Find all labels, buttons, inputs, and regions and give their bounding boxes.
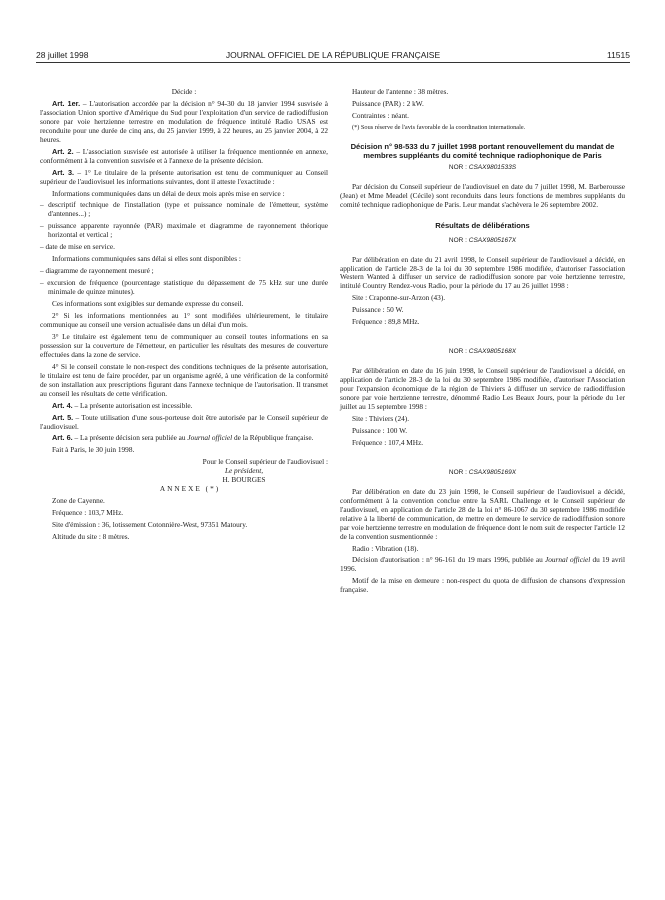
article-4 bbox=[40, 402, 328, 411]
annex-altitude: Altitude du site : 8 mètres. bbox=[52, 532, 130, 542]
nor-code: CSAX9805169X bbox=[468, 468, 517, 476]
authorization-text-end: du 19 avril 1996. bbox=[340, 555, 625, 574]
annex-site: Site d'émission : 36, lotissement Cotonnière-West, 97351 Matoury. bbox=[52, 520, 248, 530]
article-6-journal: Journal officiel bbox=[187, 433, 233, 443]
article-6-label: Art. 6. bbox=[52, 433, 73, 443]
article-1 bbox=[40, 100, 328, 145]
list-item: – excursion de fréquence (pourcentage statistique du dépassement de 75 kHz sur une durée minimale de quinze minutes). bbox=[40, 278, 328, 297]
article-2-text: – L'association susvisée est autorisée à utiliser la fréquence mentionnée en annexe, conformément à la convention susvisée et à l'annexe de la présente décision. bbox=[40, 146, 328, 165]
info-two-months: Informations communiquées dans un délai de deux mois après mise en service : bbox=[52, 188, 285, 198]
annex-constraints: Contraintes : néant. bbox=[352, 110, 409, 120]
header-journal-title: JOURNAL OFFICIEL DE LA RÉPUBLIQUE FRANÇAISE bbox=[225, 50, 441, 60]
left-column bbox=[40, 88, 328, 545]
annex-heading: ANNEXE (*) bbox=[159, 484, 221, 494]
deliberation-1: Par délibération en date du 21 avril 1998, le Conseil supérieur de l'audiovisuel a décidé, en application de l'article 28-3 de la loi du 30 septembre 1986 modifiée, d'autoriser l'association Western Wanted à diffuser un service de radiodiffusion sonore par voie hertzienne terrestre, intitulé Country Rendez-vous Radio, pour la période du 17 au 26 juillet 1998 : bbox=[340, 254, 625, 291]
deliberation-3-authorization bbox=[340, 556, 625, 574]
nor-label: NOR : bbox=[448, 468, 467, 476]
header-date: 28 juillet 1998 bbox=[36, 50, 89, 60]
info-on-request: Ces informations sont exigibles sur demande expresse du conseil. bbox=[52, 299, 244, 309]
nor-label: NOR : bbox=[448, 348, 467, 356]
signature-line: Pour le Conseil supérieur de l'audiovisuel : bbox=[202, 457, 328, 467]
article-3 bbox=[40, 169, 328, 187]
article-6 bbox=[40, 434, 328, 443]
list-item: – puissance apparente rayonnée (PAR) maximale et diagramme de rayonnement théorique horizontal et vertical ; bbox=[40, 221, 328, 240]
nor-code: CSAX9805167X bbox=[468, 236, 517, 244]
signature-role: Le président, bbox=[224, 466, 264, 476]
article-6-text-end: de la République française. bbox=[232, 433, 314, 443]
article-6-text: – La présente décision sera publiée au bbox=[72, 433, 188, 443]
annex-power: Puissance (PAR) : 2 kW. bbox=[352, 98, 424, 108]
deliberation-2-site: Site : Thiviers (24). bbox=[352, 413, 410, 423]
annex-zone: Zone de Cayenne. bbox=[52, 496, 105, 506]
list-item: – date de mise en service. bbox=[40, 242, 115, 252]
article-2 bbox=[40, 148, 328, 166]
paragraph-4: 4° Si le conseil constate le non-respect des conditions techniques de la présente autorisation, le titulaire est tenu de faire procéder, par un organisme agréé, à une vérification de la conformité de son installation aux prescriptions figurant dans l'annexe technique de l'autorisation. Il transmet au conseil les résultats de cette vérification. bbox=[40, 361, 328, 398]
decision-title: Décision n° 98-533 du 7 juillet 1998 portant renouvellement du mandat de membres suppléants du comité technique radiophonique de Paris bbox=[350, 141, 615, 160]
nor-label: NOR : bbox=[448, 163, 467, 171]
article-5-text: – Toute utilisation d'une sous-porteuse doit être autorisée par le Conseil supérieur de l'audiovisuel. bbox=[40, 412, 328, 431]
article-1-label: Art. 1er. bbox=[52, 98, 81, 108]
deliberation-1-frequency: Fréquence : 89,8 MHz. bbox=[352, 317, 420, 327]
deliberation-1-power: Puissance : 50 W. bbox=[352, 305, 404, 315]
right-column bbox=[340, 88, 625, 598]
authorization-text: Décision d'autorisation : n° 96-161 du 19 mars 1996, publiée au bbox=[352, 555, 546, 565]
article-5-label: Art. 5. bbox=[52, 412, 74, 422]
signature-block bbox=[40, 458, 328, 485]
list-item: – diagramme de rayonnement mesuré ; bbox=[40, 266, 154, 276]
nor-label: NOR : bbox=[448, 236, 467, 244]
article-1-text: – L'autorisation accordée par la décision n° 94-30 du 18 janvier 1994 susvisée à l'association Union sportive d'Amérique du Sud pour l'exploitation d'un service de radiodiffusion sonore par voie hertzienne terrestre en modulation de fréquence intitulé Radio USAS est reconduite pour une durée de cinq ans, du 25 janvier 1999, à 22 heures, au 25 janvier 2004, à 22 heures. bbox=[40, 98, 328, 144]
deliberation-2-frequency: Fréquence : 107,4 MHz. bbox=[352, 437, 424, 447]
footnote: (*) Sous réserve de l'avis favorable de la coordination internationale. bbox=[352, 123, 526, 131]
nor-reference bbox=[340, 348, 625, 357]
article-3-text: – 1° Le titulaire de la présente autorisation est tenu de communiquer au Conseil supérieur de l'audiovisuel les informations suivantes, dont il atteste l'exactitude : bbox=[40, 167, 329, 186]
list-item: – descriptif technique de l'installation (type et puissance nominale de l'émetteur, système d'antennes...) ; bbox=[40, 200, 328, 219]
decide-heading: Décide : bbox=[171, 87, 197, 96]
deliberation-3-radio: Radio : Vibration (18). bbox=[352, 543, 419, 553]
nor-reference bbox=[340, 469, 625, 478]
place-date: Fait à Paris, le 30 juin 1998. bbox=[52, 445, 135, 455]
deliberation-2-power: Puissance : 100 W. bbox=[352, 425, 408, 435]
nor-code: CSAX9801533S bbox=[468, 163, 517, 171]
header-page-number: 11515 bbox=[606, 50, 630, 60]
deliberation-2: Par délibération en date du 16 juin 1998, le Conseil supérieur de l'audiovisuel a décidé, en application de l'article 28-3 de la loi du 30 septembre 1986 modifiée, d'autoriser l'Association pour l'expansion économique de la région de Thiviers à diffuser un service de radiodiffusion sonore par voie hertzienne terrestre, dénommé Radio Les Beaux Jours, pour la période du 1er juillet au 15 septembre 1998 : bbox=[340, 366, 625, 412]
deliberation-1-site: Site : Craponne-sur-Arzon (43). bbox=[352, 293, 446, 303]
authorization-journal: Journal officiel bbox=[545, 555, 591, 565]
signature-name: H. BOURGES bbox=[222, 475, 266, 485]
decision-text: Par décision du Conseil supérieur de l'audiovisuel en date du 7 juillet 1998, M. Barberousse (Jean) et Mme Meadel (Cécile) sont reconduits dans leurs fonctions de membres suppléants du comité technique radiophonique de Paris. Leur mandat s'achèvera le 26 septembre 2002. bbox=[340, 181, 625, 209]
info-no-delay: Informations communiquées sans délai si elles sont disponibles : bbox=[52, 254, 241, 264]
deliberation-3-motive: Motif de la mise en demeure : non-respect du quota de diffusion de chansons d'expression française. bbox=[340, 576, 625, 595]
deliberation-3: Par délibération en date du 23 juin 1998, le Conseil supérieur de l'audiovisuel a décidé, conformément à la convention conclue entre la SARL Challenge et le Conseil supérieur de l'audiovisuel, en application de l'article 28 de la loi n° 86-1067 du 30 septembre 1986 modifiée relative à la liberté de communication, de mettre en demeure le service de radiodiffusion sonore par voie hertzienne terrestre en modulation de fréquence dont le nom suit de respecter l'article 12 de la convention susmentionnée : bbox=[340, 486, 625, 541]
article-4-label: Art. 4. bbox=[52, 400, 73, 410]
page-header bbox=[36, 50, 630, 63]
article-3-label: Art. 3. bbox=[52, 167, 75, 177]
section-title: Résultats de délibérations bbox=[435, 220, 530, 230]
nor-reference bbox=[340, 164, 625, 173]
article-2-label: Art. 2. bbox=[52, 146, 74, 156]
nor-reference bbox=[340, 237, 625, 246]
annex-frequency: Fréquence : 103,7 MHz. bbox=[52, 508, 124, 518]
article-5 bbox=[40, 414, 328, 432]
nor-code: CSAX9805168X bbox=[468, 348, 517, 356]
paragraph-2: 2° Si les informations mentionnées au 1° sont modifiées ultérieurement, le titulaire communique au conseil une version actualisée dans un délai d'un mois. bbox=[40, 311, 328, 329]
paragraph-3: 3° Le titulaire est également tenu de communiquer au conseil toutes informations en sa possession sur la couverture de l'émetteur, en particulier les résultats des mesures de couverture effectuées dans la zone de service. bbox=[40, 331, 328, 359]
annex-antenna-height: Hauteur de l'antenne : 38 mètres. bbox=[352, 87, 449, 96]
article-4-text: – La présente autorisation est incessible. bbox=[72, 400, 193, 410]
